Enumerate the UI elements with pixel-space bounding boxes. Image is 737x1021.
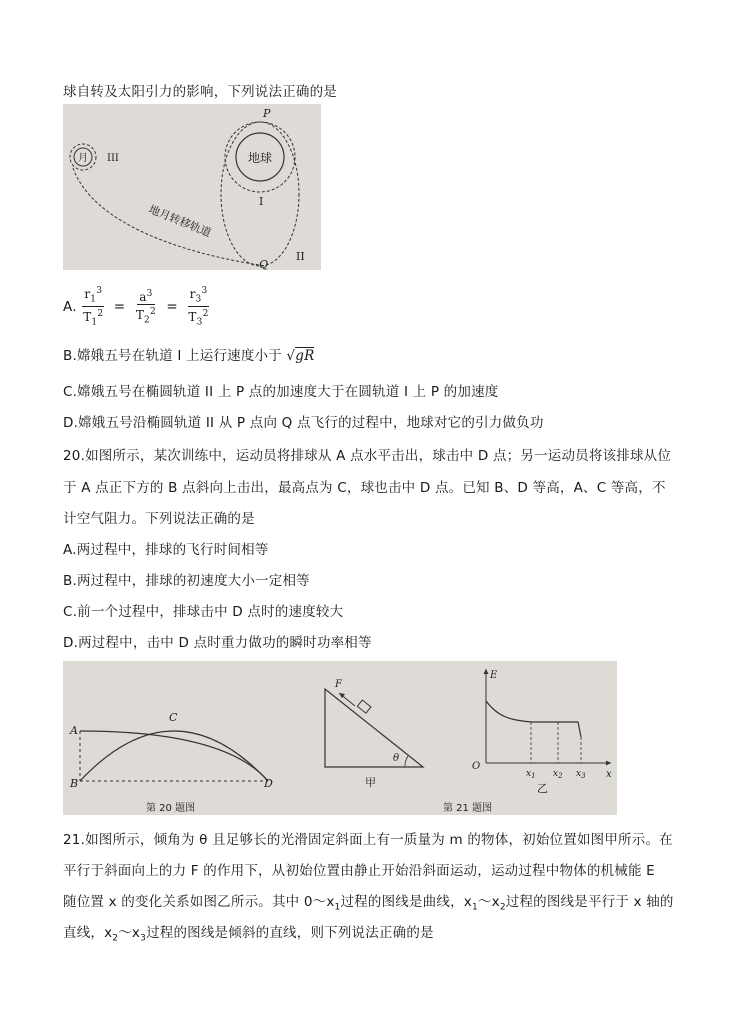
- fig21-label-x1: $x_1$: [526, 769, 536, 780]
- point-P-label: P: [263, 107, 271, 120]
- fig20-label-A: A: [70, 724, 78, 737]
- sqrt-radicand: gR: [295, 348, 315, 364]
- q20-option-c: C.前一个过程中，排球击中 D 点时的速度较大: [63, 604, 344, 620]
- q21-line-4: 直线，$x_2\sim x_3$过程的图线是倾斜的直线，则下列说法正确的是: [63, 925, 434, 944]
- fig20-label-C: C: [169, 711, 178, 724]
- fig21-label-jia: 甲: [365, 776, 376, 789]
- fig21-label-x: x: [606, 769, 612, 780]
- orbit-II-label: II: [296, 250, 305, 263]
- fraction-r3-t3: $\frac{r_3^3}{T_3^2}$: [188, 286, 209, 328]
- fig21-incline: [325, 689, 423, 767]
- orbit-I-label: I: [259, 195, 264, 208]
- fraction-a-t2: $\frac{a^3}{T_2^2}$: [135, 288, 156, 326]
- q21-line-2: 平行于斜面向上的力 F 的作用下，从初始位置由静止开始沿斜面运动，运动过程中物体的机械能 E: [63, 863, 655, 879]
- fig21-E-curve: [486, 701, 581, 737]
- fig21-label-O: O: [472, 761, 481, 772]
- fig21-x-axis-arrow: [606, 761, 611, 766]
- q19-option-b: B.嫦娥五号在轨道 I 上运行速度小于 √gR: [63, 348, 315, 364]
- fig21-label-x3: $x_3$: [576, 769, 586, 780]
- fraction-r1-t1: $\frac{r_1^3}{T_1^2}$: [83, 286, 104, 328]
- fig21-caption: 第 21 题图: [443, 803, 493, 814]
- figures-20-21-svg: [63, 661, 617, 815]
- orbit-II: [221, 122, 299, 266]
- q21-line-3: 随位置 x 的变化关系如图乙所示。其中 $0\sim x_1$过程的图线是曲线，$x_1\sim x_2$过程的图线是平行于 x 轴的: [63, 894, 674, 913]
- fig20-label-B: B: [70, 777, 79, 790]
- fig20-caption: 第 20 题图: [146, 803, 196, 814]
- q20-stem-line-2: 于 A 点正下方的 B 点斜向上击出，最高点为 C，球也击中 D 点。已知 B、D 等高，A、C 等高，不: [63, 480, 666, 496]
- orbit-III-label: III: [107, 153, 119, 164]
- q19-option-c: C.嫦娥五号在椭圆轨道 II 上 P 点的加速度大于在圆轨道 I 上 P 的加速度: [63, 384, 499, 400]
- fig21-label-yi: 乙: [537, 782, 548, 795]
- transfer-label: 地月转移轨道: [146, 202, 213, 240]
- q20-option-a: A.两过程中，排球的飞行时间相等: [63, 542, 269, 558]
- fig21-label-F: F: [335, 679, 342, 690]
- q20-option-d: D.两过程中，击中 D 点时重力做功的瞬时功率相等: [63, 635, 372, 651]
- q20-stem-line-3: 计空气阻力。下列说法正确的是: [63, 511, 255, 527]
- point-Q-label: Q: [259, 258, 269, 270]
- fig21-label-theta: θ: [393, 753, 400, 764]
- orbit-diagram: [63, 104, 321, 270]
- fig21-label-E: E: [490, 670, 498, 681]
- fig21-block: [357, 700, 371, 713]
- q21-line-1: 21.如图所示，倾角为 θ 且足够长的光滑固定斜面上有一质量为 m 的物体，初始位置如图甲所示。在: [63, 832, 673, 848]
- q20-option-b: B.两过程中，排球的初速度大小一定相等: [63, 573, 310, 589]
- figures-20-21: [63, 661, 617, 815]
- fig20-label-D: D: [264, 777, 273, 790]
- fig21-angle-arc: [405, 756, 408, 767]
- earth-label: 地球: [247, 151, 273, 165]
- q19-option-d: D.嫦娥五号沿椭圆轨道 II 从 P 点向 Q 点飞行的过程中，地球对它的引力做负功: [63, 415, 544, 431]
- fig21-label-x2: $x_2$: [553, 769, 563, 780]
- sqrt-symbol: √: [286, 348, 296, 364]
- orbit-figure: [63, 104, 321, 270]
- q19-option-a: A. $\frac{r_1^3}{T_1^2}$ = $\frac{a^3}{T_2^2}$ = $\frac{r_3^3}{T_3^2}$: [63, 286, 209, 328]
- q20-stem-line-1: 20.如图所示，某次训练中，运动员将排球从 A 点水平击出，球击中 D 点；另一运动员将该排球从位: [63, 448, 672, 464]
- moon-label: 月: [78, 153, 88, 164]
- q19-intro: 球自转及太阳引力的影响，下列说法正确的是: [63, 84, 337, 100]
- fig21-y-axis-arrow: [484, 669, 489, 674]
- option-a-prefix: A.: [63, 298, 77, 315]
